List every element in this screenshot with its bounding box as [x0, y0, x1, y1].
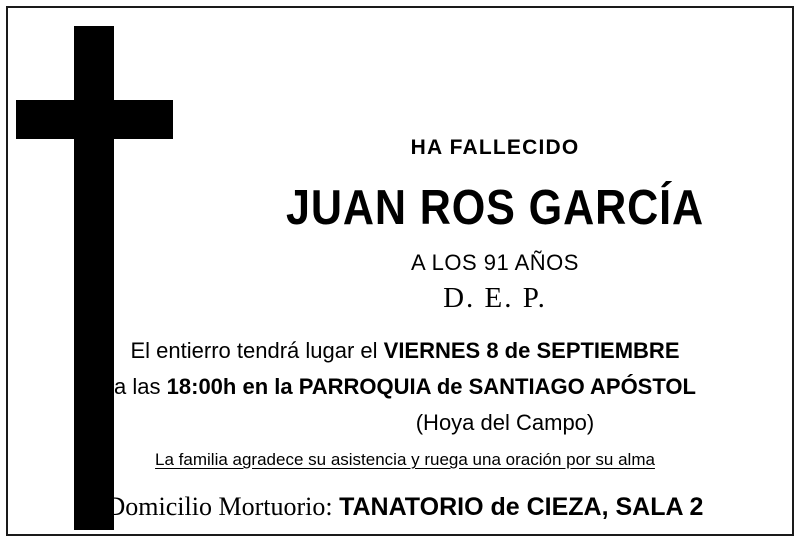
time-value: 18:00h en la PARROQUIA de SANTIAGO APÓSTOL	[166, 374, 696, 399]
service-details	[18, 338, 792, 522]
rip-text: D. E. P.	[443, 282, 547, 314]
mortuary-line	[18, 492, 792, 522]
announcement-text: HA FALLECIDO	[410, 136, 580, 159]
mortuary-label: Domicilio Mortuorio:	[106, 492, 340, 521]
time-prefix: a las	[114, 374, 167, 399]
time-line	[18, 374, 792, 400]
age-text: A LOS 91 AÑOS	[411, 250, 579, 275]
mortuary-value: TANATORIO de CIEZA, SALA 2	[339, 493, 704, 521]
notice-text-block	[106, 8, 792, 534]
deceased-name: JUAN ROS GARCÍA	[285, 181, 705, 235]
place-detail: (Hoya del Campo)	[415, 410, 595, 435]
card-inner	[8, 8, 792, 534]
cross-horizontal-bar	[16, 100, 173, 139]
burial-prefix: El entierro tendrá lugar el	[130, 338, 384, 363]
burial-date: VIERNES 8 de SEPTIEMBRE	[383, 338, 680, 363]
family-thanks-text: La familia agradece su asistencia y ruega una oración por su alma	[155, 450, 655, 469]
burial-line	[18, 338, 792, 364]
